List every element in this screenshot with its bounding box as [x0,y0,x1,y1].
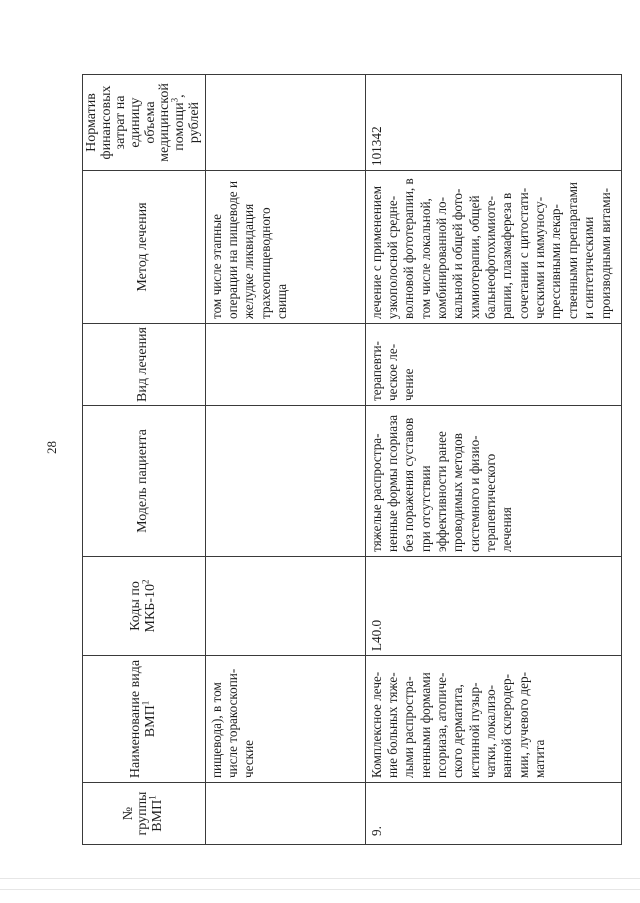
cell-vmp-name: пищевода), в том числе торакоскопические [205,656,365,783]
cell-mkb-codes [205,557,365,656]
cell-group-no [205,783,365,845]
cell-cost-norm: 101342 [365,75,622,171]
cell-patient-model: тяжелые распространенные формы псориаза без поражения суставов при отсутствии эффективности ранее проводимых методов системного и физиотерапевтического лечения [365,406,622,557]
footnote-marker: 1 [140,700,151,706]
cell-group-no: 9. [365,783,622,845]
scan-edge-line [0,878,640,879]
footnote-marker: 2 [140,579,151,584]
header-patient-model: Модель пациента [83,406,206,557]
vmp-table-container [82,75,622,845]
table-row [365,75,622,845]
header-group-no: № группы ВМП$^1$ [83,783,206,845]
header-vmp-name: Наименование вида ВМП$^1$ [83,656,206,783]
vmp-table [82,74,622,845]
cell-treatment-type: терапевтическое лечение [365,324,622,406]
cell-treatment-method: лечение с применением узкополосной средневолновой фототерапии, в том числе локальной, комбинированной локальной и общей фотохимиотерапии, общей бальнеофотохимиотерапии, плазмафереза в сочетании с цитостатическими и иммуносупрессивными лекарственными препаратами и синтетическими производными витами- [365,171,622,324]
table-header-row [83,75,206,845]
header-cost-norm: Норматив финансовых затрат на единицу объема медицинской помощи$^3$, рублей [83,75,206,171]
header-treatment-method: Метод лечения [83,171,206,324]
footnote-marker: 1 [147,795,158,800]
page-number: 28 [44,441,59,454]
cell-mkb-codes: L40.0 [365,557,622,656]
cell-treatment-type [205,324,365,406]
cell-patient-model [205,406,365,557]
header-mkb-codes: Коды по МКБ-$10^2$ [83,557,206,656]
cell-cost-norm [205,75,365,171]
header-treatment-type: Вид лечения [83,324,206,406]
footnote-marker: 3 [169,97,180,103]
cell-vmp-name: Комплексное лечение больных тяжелыми распространенными формами псориаза, атопического дерматита, истинной пузырчатки, локализованной склеродермии, лучевого дерматита [365,656,622,783]
scan-edge-line [0,889,640,890]
cell-treatment-method: том числе этапные операции на пищеводе и желудке ликвидация трахеопищеводного свища [205,171,365,324]
table-row [205,75,365,845]
